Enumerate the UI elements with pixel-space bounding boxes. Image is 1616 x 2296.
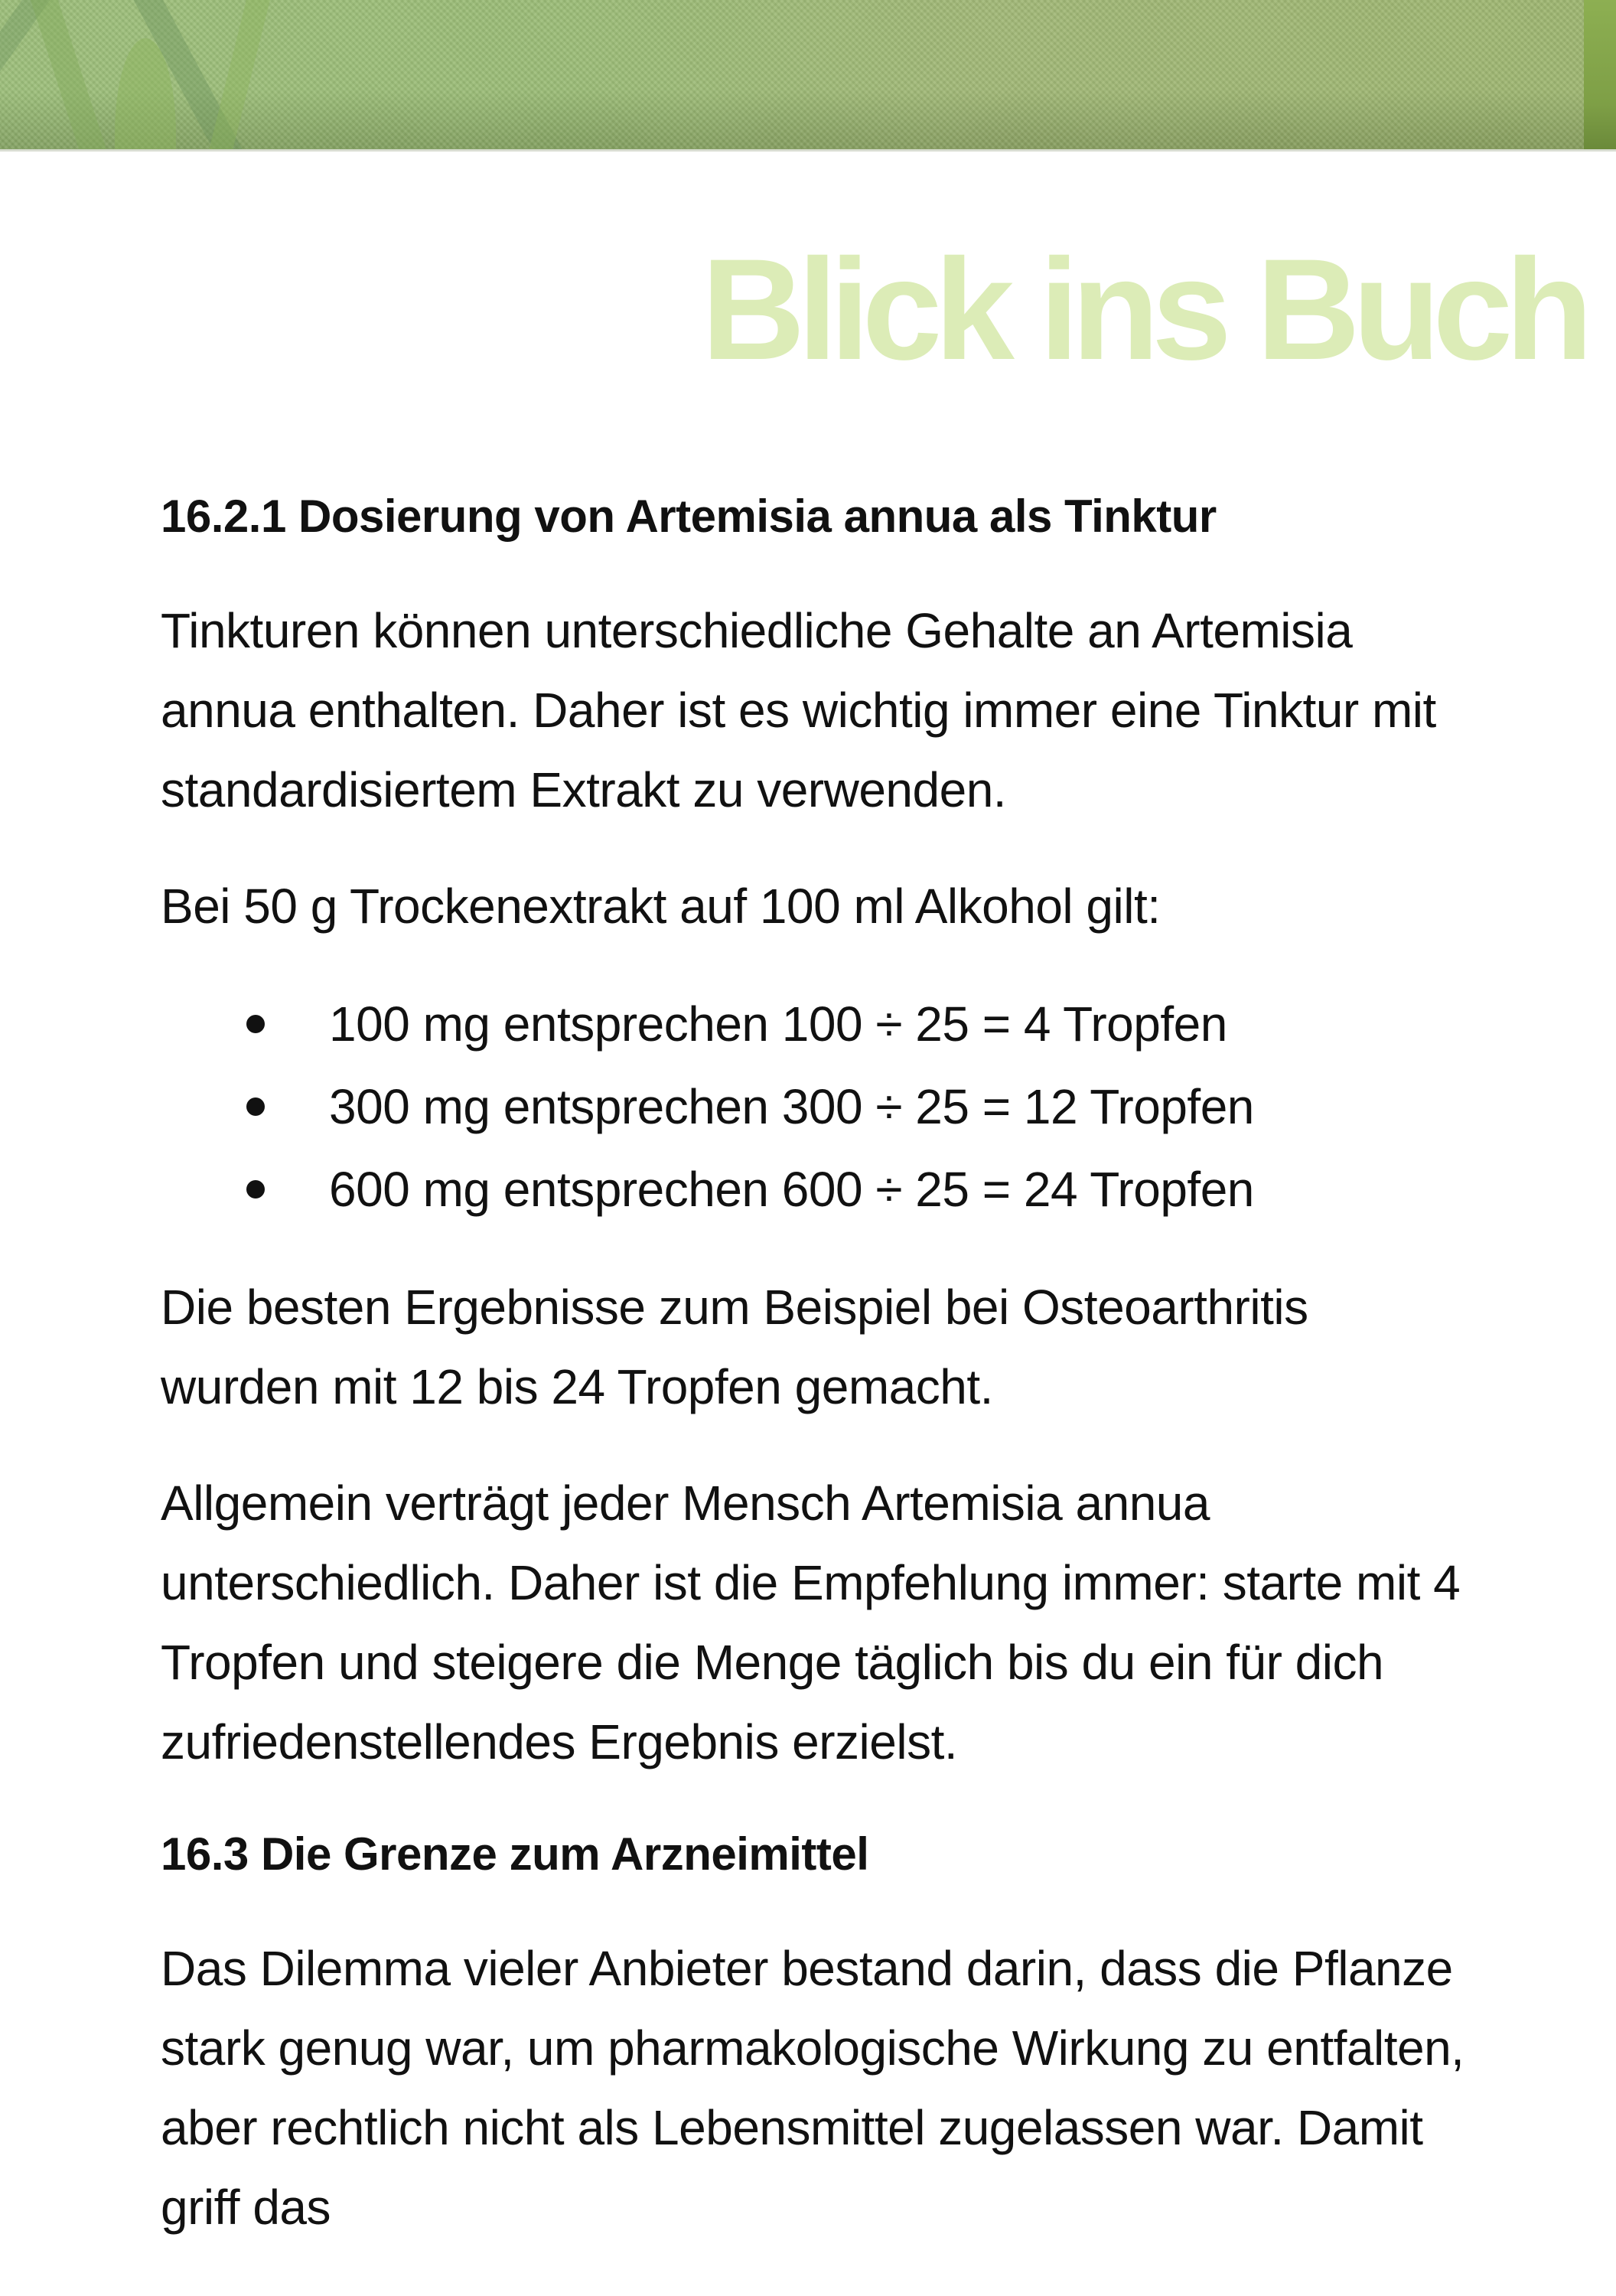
bullet-icon [246, 1180, 265, 1199]
bullet-icon [246, 1097, 265, 1116]
paragraph: Das Dilemma vieler Anbieter bestand darin, dass die Pflanze stark genug war, um pharmakologische Wirkung zu entfalten, aber rechtlich nicht als Lebensmittel zugelassen war. Damit griff das [161, 1941, 1464, 2235]
section-heading: 16.3 Die Grenze zum Arzneimittel [161, 1828, 869, 1880]
banner-edge-strip [1584, 0, 1616, 149]
header-banner [0, 0, 1616, 152]
dose-list [161, 983, 1477, 1231]
list-item-text: 600 mg entsprechen 600 ÷ 25 = 24 Tropfen [329, 1162, 1254, 1217]
paragraph: Tinkturen können unterschiedliche Gehalte an Artemisia annua enthalten. Daher ist es wichtig immer eine Tinktur mit standardisiertem Extrakt zu verwenden. [161, 603, 1436, 817]
section-dosierung-tinktur [161, 481, 1477, 1782]
list-item [161, 983, 1477, 1065]
paragraph: Allgemein verträgt jeder Mensch Artemisia annua unterschiedlich. Daher ist die Empfehlung immer: starte mit 4 Tropfen und steigere die Menge täglich bis du ein für dich zufriedenstellendes Ergebnis erzielst. [161, 1476, 1461, 1769]
paragraph: Die besten Ergebnisse zum Beispiel bei Osteoarthritis wurden mit 12 bis 24 Tropfen gemacht. [161, 1280, 1308, 1414]
list-item [161, 1148, 1477, 1231]
bullet-icon [246, 1015, 265, 1033]
brand-title: Blick ins Buch [701, 229, 1585, 390]
section-heading: 16.2.1 Dosierung von Artemisia annua als Tinktur [161, 491, 1217, 542]
book-excerpt [161, 481, 1477, 2247]
section-grenze-arzneimittel [161, 1818, 1477, 2247]
list-item [161, 1065, 1477, 1148]
list-item-text: 100 mg entsprechen 100 ÷ 25 = 4 Tropfen [329, 996, 1227, 1052]
list-item-text: 300 mg entsprechen 300 ÷ 25 = 12 Tropfen [329, 1079, 1254, 1134]
paragraph: Bei 50 g Trockenextrakt auf 100 ml Alkohol gilt: [161, 879, 1161, 934]
